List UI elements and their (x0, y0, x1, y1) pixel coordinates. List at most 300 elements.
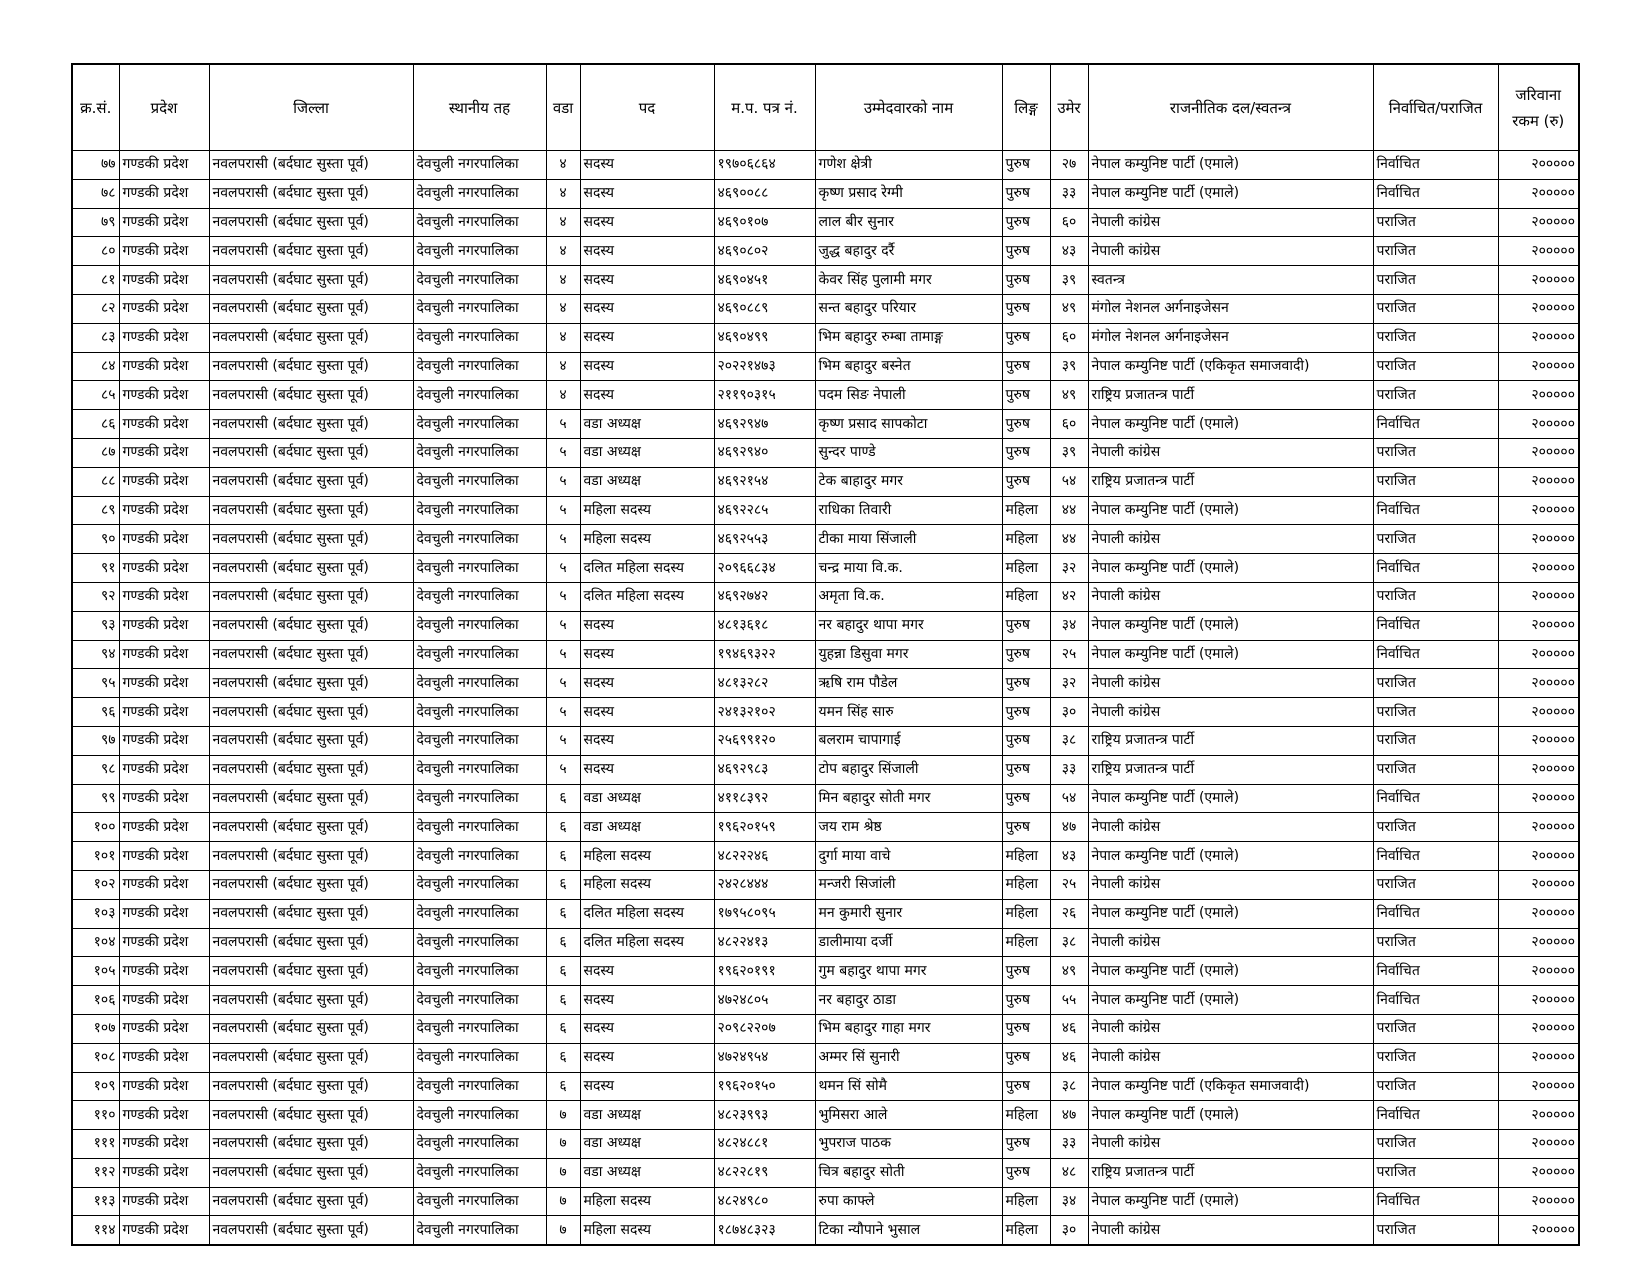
table-row (72, 1043, 1579, 1072)
cell-candidate-name: अम्मर सिं सुनारी (815, 1043, 1002, 1072)
cell-nomination-number: ४७२४८०५ (714, 986, 815, 1015)
table-row (72, 294, 1579, 323)
cell-gender: महिला (1002, 870, 1050, 899)
cell-ward: ६ (546, 1072, 580, 1101)
cell-serial: ८९ (72, 496, 119, 525)
cell-post: वडा अध्यक्ष (580, 438, 714, 467)
cell-district: नवलपरासी (बर्दघाट सुस्ता पूर्व) (209, 496, 413, 525)
cell-district: नवलपरासी (बर्दघाट सुस्ता पूर्व) (209, 669, 413, 698)
cell-fine-amount: २००००० (1498, 1014, 1579, 1043)
cell-ward: ५ (546, 438, 580, 467)
cell-nomination-number: १८७४८३२३ (714, 1216, 815, 1245)
cell-ward: ४ (546, 179, 580, 208)
cell-gender: पुरुष (1002, 1072, 1050, 1101)
cell-candidate-name: गणेश क्षेत्री (815, 151, 1002, 180)
cell-province: गण्डकी प्रदेश (119, 1043, 209, 1072)
cell-candidate-name: भिम बहादुर गाहा मगर (815, 1014, 1002, 1043)
cell-local-level: देवचुली नगरपालिका (413, 554, 546, 583)
cell-serial: ११० (72, 1101, 119, 1130)
cell-district: नवलपरासी (बर्दघाट सुस्ता पूर्व) (209, 1072, 413, 1101)
cell-ward: ५ (546, 582, 580, 611)
cell-ward: ६ (546, 957, 580, 986)
table-row (72, 410, 1579, 439)
table-row (72, 1014, 1579, 1043)
header-district: जिल्ला (209, 64, 413, 151)
cell-age: ४९ (1050, 294, 1088, 323)
cell-fine-amount: २००००० (1498, 842, 1579, 871)
cell-result: पराजित (1373, 582, 1498, 611)
cell-province: गण्डकी प्रदेश (119, 323, 209, 352)
cell-local-level: देवचुली नगरपालिका (413, 669, 546, 698)
cell-serial: ९० (72, 525, 119, 554)
table-row (72, 870, 1579, 899)
cell-gender: महिला (1002, 1216, 1050, 1245)
cell-local-level: देवचुली नगरपालिका (413, 986, 546, 1015)
cell-ward: ४ (546, 151, 580, 180)
cell-serial: ८५ (72, 381, 119, 410)
table-row (72, 813, 1579, 842)
cell-local-level: देवचुली नगरपालिका (413, 467, 546, 496)
cell-age: ३४ (1050, 611, 1088, 640)
cell-gender: पुरुष (1002, 813, 1050, 842)
candidate-table (71, 63, 1580, 1246)
cell-post: महिला सदस्य (580, 525, 714, 554)
cell-district: नवलपरासी (बर्दघाट सुस्ता पूर्व) (209, 784, 413, 813)
cell-party: नेपाली कांग्रेस (1088, 1130, 1373, 1159)
cell-local-level: देवचुली नगरपालिका (413, 698, 546, 727)
cell-gender: पुरुष (1002, 179, 1050, 208)
cell-province: गण्डकी प्रदेश (119, 1158, 209, 1187)
cell-party: नेपाल कम्युनिष्ट पार्टी (एमाले) (1088, 1187, 1373, 1216)
cell-candidate-name: जुद्ध बहादुर दर्रै (815, 237, 1002, 266)
cell-local-level: देवचुली नगरपालिका (413, 438, 546, 467)
cell-gender: महिला (1002, 899, 1050, 928)
cell-local-level: देवचुली नगरपालिका (413, 611, 546, 640)
cell-province: गण्डकी प्रदेश (119, 554, 209, 583)
cell-candidate-name: रुपा काफ्ले (815, 1187, 1002, 1216)
cell-candidate-name: मन कुमारी सुनार (815, 899, 1002, 928)
cell-nomination-number: ४६९०१०७ (714, 208, 815, 237)
cell-district: नवलपरासी (बर्दघाट सुस्ता पूर्व) (209, 438, 413, 467)
cell-province: गण्डकी प्रदेश (119, 784, 209, 813)
cell-province: गण्डकी प्रदेश (119, 381, 209, 410)
cell-district: नवलपरासी (बर्दघाट सुस्ता पूर्व) (209, 294, 413, 323)
cell-serial: १०७ (72, 1014, 119, 1043)
cell-fine-amount: २००००० (1498, 899, 1579, 928)
cell-age: ४६ (1050, 1043, 1088, 1072)
cell-serial: १०८ (72, 1043, 119, 1072)
cell-serial: ९३ (72, 611, 119, 640)
cell-result: निर्वाचित (1373, 496, 1498, 525)
cell-local-level: देवचुली नगरपालिका (413, 755, 546, 784)
cell-age: ३० (1050, 698, 1088, 727)
table-row (72, 438, 1579, 467)
cell-fine-amount: २००००० (1498, 294, 1579, 323)
cell-ward: ६ (546, 928, 580, 957)
cell-serial: ९८ (72, 755, 119, 784)
cell-post: वडा अध्यक्ष (580, 467, 714, 496)
cell-result: निर्वाचित (1373, 1187, 1498, 1216)
cell-district: नवलपरासी (बर्दघाट सुस्ता पूर्व) (209, 928, 413, 957)
table-row (72, 352, 1579, 381)
cell-fine-amount: २००००० (1498, 179, 1579, 208)
cell-candidate-name: राधिका तिवारी (815, 496, 1002, 525)
table-row (72, 986, 1579, 1015)
cell-fine-amount: २००००० (1498, 1072, 1579, 1101)
cell-result: पराजित (1373, 1216, 1498, 1245)
table-row (72, 1072, 1579, 1101)
cell-age: ४९ (1050, 957, 1088, 986)
cell-gender: पुरुष (1002, 669, 1050, 698)
cell-province: गण्डकी प्रदेश (119, 698, 209, 727)
cell-nomination-number: ४६९२२८५ (714, 496, 815, 525)
cell-province: गण्डकी प्रदेश (119, 525, 209, 554)
table-row (72, 323, 1579, 352)
cell-ward: ४ (546, 294, 580, 323)
cell-district: नवलपरासी (बर्दघाट सुस्ता पूर्व) (209, 986, 413, 1015)
cell-local-level: देवचुली नगरपालिका (413, 842, 546, 871)
cell-candidate-name: ऋषि राम पौडेल (815, 669, 1002, 698)
cell-serial: ९४ (72, 640, 119, 669)
cell-result: पराजित (1373, 669, 1498, 698)
cell-party: नेपाली कांग्रेस (1088, 237, 1373, 266)
cell-serial: ८० (72, 237, 119, 266)
cell-ward: ६ (546, 1043, 580, 1072)
cell-fine-amount: २००००० (1498, 611, 1579, 640)
cell-result: पराजित (1373, 381, 1498, 410)
cell-post: वडा अध्यक्ष (580, 784, 714, 813)
header-candidate-name: उम्मेदवारको नाम (815, 64, 1002, 151)
cell-gender: पुरुष (1002, 957, 1050, 986)
cell-post: सदस्य (580, 698, 714, 727)
cell-candidate-name: भुमिसरा आले (815, 1101, 1002, 1130)
cell-serial: ८४ (72, 352, 119, 381)
cell-post: दलित महिला सदस्य (580, 554, 714, 583)
cell-gender: पुरुष (1002, 323, 1050, 352)
cell-result: पराजित (1373, 928, 1498, 957)
cell-fine-amount: २००००० (1498, 928, 1579, 957)
cell-serial: १०४ (72, 928, 119, 957)
cell-local-level: देवचुली नगरपालिका (413, 266, 546, 295)
cell-serial: ७७ (72, 151, 119, 180)
cell-post: सदस्य (580, 611, 714, 640)
cell-result: निर्वाचित (1373, 1101, 1498, 1130)
cell-party: राष्ट्रिय प्रजातन्त्र पार्टी (1088, 467, 1373, 496)
cell-candidate-name: भिम बहादुर रुम्बा तामाङ्ग (815, 323, 1002, 352)
header-row (72, 64, 1579, 151)
cell-party: नेपाल कम्युनिष्ट पार्टी (एकिकृत समाजवादी) (1088, 1072, 1373, 1101)
cell-province: गण्डकी प्रदेश (119, 726, 209, 755)
cell-post: सदस्य (580, 669, 714, 698)
cell-ward: ५ (546, 554, 580, 583)
cell-post: महिला सदस्य (580, 496, 714, 525)
cell-party: नेपाल कम्युनिष्ट पार्टी (एमाले) (1088, 957, 1373, 986)
cell-nomination-number: ४६९००८८ (714, 179, 815, 208)
cell-post: दलित महिला सदस्य (580, 582, 714, 611)
cell-result: निर्वाचित (1373, 899, 1498, 928)
cell-result: निर्वाचित (1373, 842, 1498, 871)
cell-local-level: देवचुली नगरपालिका (413, 352, 546, 381)
cell-local-level: देवचुली नगरपालिका (413, 928, 546, 957)
table-row (72, 698, 1579, 727)
cell-serial: ७८ (72, 179, 119, 208)
cell-ward: ७ (546, 1158, 580, 1187)
cell-province: गण्डकी प्रदेश (119, 266, 209, 295)
cell-fine-amount: २००००० (1498, 726, 1579, 755)
cell-result: पराजित (1373, 1043, 1498, 1072)
cell-candidate-name: कृष्ण प्रसाद रेग्मी (815, 179, 1002, 208)
table-row (72, 381, 1579, 410)
cell-party: नेपाल कम्युनिष्ट पार्टी (एमाले) (1088, 554, 1373, 583)
cell-party: राष्ट्रिय प्रजातन्त्र पार्टी (1088, 726, 1373, 755)
cell-party: नेपाल कम्युनिष्ट पार्टी (एमाले) (1088, 784, 1373, 813)
cell-fine-amount: २००००० (1498, 870, 1579, 899)
cell-age: ३८ (1050, 1072, 1088, 1101)
cell-fine-amount: २००००० (1498, 208, 1579, 237)
cell-local-level: देवचुली नगरपालिका (413, 323, 546, 352)
cell-fine-amount: २००००० (1498, 352, 1579, 381)
cell-district: नवलपरासी (बर्दघाट सुस्ता पूर्व) (209, 410, 413, 439)
cell-gender: महिला (1002, 928, 1050, 957)
cell-district: नवलपरासी (बर्दघाट सुस्ता पूर्व) (209, 1101, 413, 1130)
cell-local-level: देवचुली नगरपालिका (413, 179, 546, 208)
cell-candidate-name: मिन बहादुर सोती मगर (815, 784, 1002, 813)
cell-age: ५४ (1050, 467, 1088, 496)
cell-result: पराजित (1373, 438, 1498, 467)
cell-post: सदस्य (580, 1043, 714, 1072)
cell-ward: ६ (546, 986, 580, 1015)
cell-result: पराजित (1373, 208, 1498, 237)
cell-nomination-number: ४६९०८८९ (714, 294, 815, 323)
cell-province: गण्डकी प्रदेश (119, 496, 209, 525)
cell-district: नवलपरासी (बर्दघाट सुस्ता पूर्व) (209, 611, 413, 640)
cell-candidate-name: कृष्ण प्रसाद सापकोटा (815, 410, 1002, 439)
cell-serial: ९२ (72, 582, 119, 611)
cell-post: सदस्य (580, 323, 714, 352)
cell-province: गण्डकी प्रदेश (119, 611, 209, 640)
cell-party: मंगोल नेशनल अर्गनाइजेसन (1088, 323, 1373, 352)
cell-gender: पुरुष (1002, 410, 1050, 439)
cell-post: सदस्य (580, 726, 714, 755)
cell-ward: ४ (546, 323, 580, 352)
cell-candidate-name: अमृता वि.क. (815, 582, 1002, 611)
cell-age: २७ (1050, 151, 1088, 180)
table-row (72, 179, 1579, 208)
cell-gender: पुरुष (1002, 266, 1050, 295)
cell-serial: ११४ (72, 1216, 119, 1245)
cell-result: पराजित (1373, 1072, 1498, 1101)
cell-post: वडा अध्यक्ष (580, 813, 714, 842)
cell-nomination-number: २५६९९१२० (714, 726, 815, 755)
cell-party: नेपाली कांग्रेस (1088, 1216, 1373, 1245)
cell-local-level: देवचुली नगरपालिका (413, 784, 546, 813)
cell-serial: ११२ (72, 1158, 119, 1187)
cell-party: नेपाली कांग्रेस (1088, 525, 1373, 554)
cell-nomination-number: १९६२०१५९ (714, 813, 815, 842)
cell-party: राष्ट्रिय प्रजातन्त्र पार्टी (1088, 381, 1373, 410)
cell-district: नवलपरासी (बर्दघाट सुस्ता पूर्व) (209, 640, 413, 669)
cell-local-level: देवचुली नगरपालिका (413, 1158, 546, 1187)
cell-age: ३४ (1050, 1187, 1088, 1216)
cell-district: नवलपरासी (बर्दघाट सुस्ता पूर्व) (209, 1216, 413, 1245)
cell-gender: पुरुष (1002, 784, 1050, 813)
cell-party: नेपाली कांग्रेस (1088, 1043, 1373, 1072)
cell-serial: ९७ (72, 726, 119, 755)
table-row (72, 669, 1579, 698)
cell-result: निर्वाचित (1373, 410, 1498, 439)
cell-age: ४८ (1050, 1158, 1088, 1187)
cell-fine-amount: २००००० (1498, 381, 1579, 410)
cell-fine-amount: २००००० (1498, 957, 1579, 986)
cell-district: नवलपरासी (बर्दघाट सुस्ता पूर्व) (209, 957, 413, 986)
header-result: निर्वाचित/पराजित (1373, 64, 1498, 151)
cell-local-level: देवचुली नगरपालिका (413, 726, 546, 755)
cell-ward: ५ (546, 755, 580, 784)
cell-post: सदस्य (580, 755, 714, 784)
table-row (72, 611, 1579, 640)
cell-serial: १०१ (72, 842, 119, 871)
cell-district: नवलपरासी (बर्दघाट सुस्ता पूर्व) (209, 870, 413, 899)
cell-gender: पुरुष (1002, 151, 1050, 180)
cell-gender: पुरुष (1002, 294, 1050, 323)
cell-age: ६० (1050, 208, 1088, 237)
cell-fine-amount: २००००० (1498, 151, 1579, 180)
cell-serial: ८७ (72, 438, 119, 467)
cell-candidate-name: भिम बहादुर बस्नेत (815, 352, 1002, 381)
cell-ward: ४ (546, 237, 580, 266)
cell-age: २५ (1050, 640, 1088, 669)
cell-nomination-number: ४६९०४५१ (714, 266, 815, 295)
table-row (72, 496, 1579, 525)
cell-age: ४३ (1050, 237, 1088, 266)
table-row (72, 726, 1579, 755)
cell-gender: पुरुष (1002, 698, 1050, 727)
table-row (72, 957, 1579, 986)
cell-serial: १११ (72, 1130, 119, 1159)
cell-post: दलित महिला सदस्य (580, 899, 714, 928)
cell-gender: पुरुष (1002, 352, 1050, 381)
cell-age: ३२ (1050, 554, 1088, 583)
cell-fine-amount: २००००० (1498, 784, 1579, 813)
cell-party: नेपाल कम्युनिष्ट पार्टी (एमाले) (1088, 640, 1373, 669)
cell-district: नवलपरासी (बर्दघाट सुस्ता पूर्व) (209, 151, 413, 180)
cell-age: ४४ (1050, 525, 1088, 554)
cell-district: नवलपरासी (बर्दघाट सुस्ता पूर्व) (209, 266, 413, 295)
table-row (72, 266, 1579, 295)
cell-province: गण्डकी प्रदेश (119, 582, 209, 611)
cell-party: नेपाल कम्युनिष्ट पार्टी (एमाले) (1088, 899, 1373, 928)
cell-local-level: देवचुली नगरपालिका (413, 410, 546, 439)
cell-local-level: देवचुली नगरपालिका (413, 294, 546, 323)
cell-age: २६ (1050, 899, 1088, 928)
cell-party: नेपाली कांग्रेस (1088, 582, 1373, 611)
cell-local-level: देवचुली नगरपालिका (413, 899, 546, 928)
header-province: प्रदेश (119, 64, 209, 151)
cell-fine-amount: २००००० (1498, 698, 1579, 727)
cell-candidate-name: चित्र बहादुर सोती (815, 1158, 1002, 1187)
cell-candidate-name: नर बहादुर थापा मगर (815, 611, 1002, 640)
cell-post: सदस्य (580, 986, 714, 1015)
table-row (72, 1216, 1579, 1245)
cell-candidate-name: थमन सिं सोमै (815, 1072, 1002, 1101)
cell-serial: ८८ (72, 467, 119, 496)
cell-nomination-number: ४६९०८०२ (714, 237, 815, 266)
cell-district: नवलपरासी (बर्दघाट सुस्ता पूर्व) (209, 554, 413, 583)
cell-ward: ४ (546, 352, 580, 381)
cell-nomination-number: ४६९२९८३ (714, 755, 815, 784)
cell-age: ४२ (1050, 582, 1088, 611)
cell-ward: ५ (546, 410, 580, 439)
cell-gender: पुरुष (1002, 208, 1050, 237)
cell-age: ३८ (1050, 726, 1088, 755)
cell-nomination-number: २०९८२२०७ (714, 1014, 815, 1043)
cell-post: सदस्य (580, 294, 714, 323)
cell-fine-amount: २००००० (1498, 496, 1579, 525)
cell-nomination-number: ४८१३६१८ (714, 611, 815, 640)
cell-nomination-number: ४६९२९४७ (714, 410, 815, 439)
cell-ward: ७ (546, 1101, 580, 1130)
cell-party: नेपाल कम्युनिष्ट पार्टी (एकिकृत समाजवादी) (1088, 352, 1373, 381)
cell-post: वडा अध्यक्ष (580, 410, 714, 439)
cell-result: निर्वाचित (1373, 957, 1498, 986)
cell-candidate-name: पदम सिङ नेपाली (815, 381, 1002, 410)
cell-result: निर्वाचित (1373, 784, 1498, 813)
table-row (72, 467, 1579, 496)
cell-ward: ७ (546, 1216, 580, 1245)
cell-post: सदस्य (580, 266, 714, 295)
cell-post: सदस्य (580, 1014, 714, 1043)
cell-serial: १०० (72, 813, 119, 842)
cell-ward: ६ (546, 813, 580, 842)
cell-serial: १०९ (72, 1072, 119, 1101)
cell-party: नेपाल कम्युनिष्ट पार्टी (एमाले) (1088, 496, 1373, 525)
table-row (72, 525, 1579, 554)
header-ward: वडा (546, 64, 580, 151)
table-row (72, 842, 1579, 871)
table-row (72, 899, 1579, 928)
cell-district: नवलपरासी (बर्दघाट सुस्ता पूर्व) (209, 1043, 413, 1072)
cell-party: नेपाल कम्युनिष्ट पार्टी (एमाले) (1088, 410, 1373, 439)
cell-nomination-number: १७९५८०९५ (714, 899, 815, 928)
cell-nomination-number: ४७२४९५४ (714, 1043, 815, 1072)
cell-nomination-number: २४१३२१०२ (714, 698, 815, 727)
cell-fine-amount: २००००० (1498, 1101, 1579, 1130)
table-row (72, 784, 1579, 813)
cell-gender: पुरुष (1002, 237, 1050, 266)
cell-post: सदस्य (580, 352, 714, 381)
header-local-level: स्थानीय तह (413, 64, 546, 151)
cell-fine-amount: २००००० (1498, 323, 1579, 352)
cell-local-level: देवचुली नगरपालिका (413, 813, 546, 842)
cell-candidate-name: डालीमाया दर्जी (815, 928, 1002, 957)
cell-serial: ८१ (72, 266, 119, 295)
cell-nomination-number: १९४६९३२२ (714, 640, 815, 669)
cell-result: निर्वाचित (1373, 640, 1498, 669)
cell-fine-amount: २००००० (1498, 438, 1579, 467)
cell-nomination-number: ४८२४९८० (714, 1187, 815, 1216)
cell-post: सदस्य (580, 957, 714, 986)
cell-nomination-number: ४६९२५५३ (714, 525, 815, 554)
cell-post: महिला सदस्य (580, 842, 714, 871)
cell-ward: ४ (546, 381, 580, 410)
header-gender: लिङ्ग (1002, 64, 1050, 151)
cell-age: ३३ (1050, 179, 1088, 208)
cell-post: वडा अध्यक्ष (580, 1130, 714, 1159)
cell-local-level: देवचुली नगरपालिका (413, 381, 546, 410)
cell-local-level: देवचुली नगरपालिका (413, 237, 546, 266)
cell-fine-amount: २००००० (1498, 410, 1579, 439)
cell-age: ३३ (1050, 755, 1088, 784)
